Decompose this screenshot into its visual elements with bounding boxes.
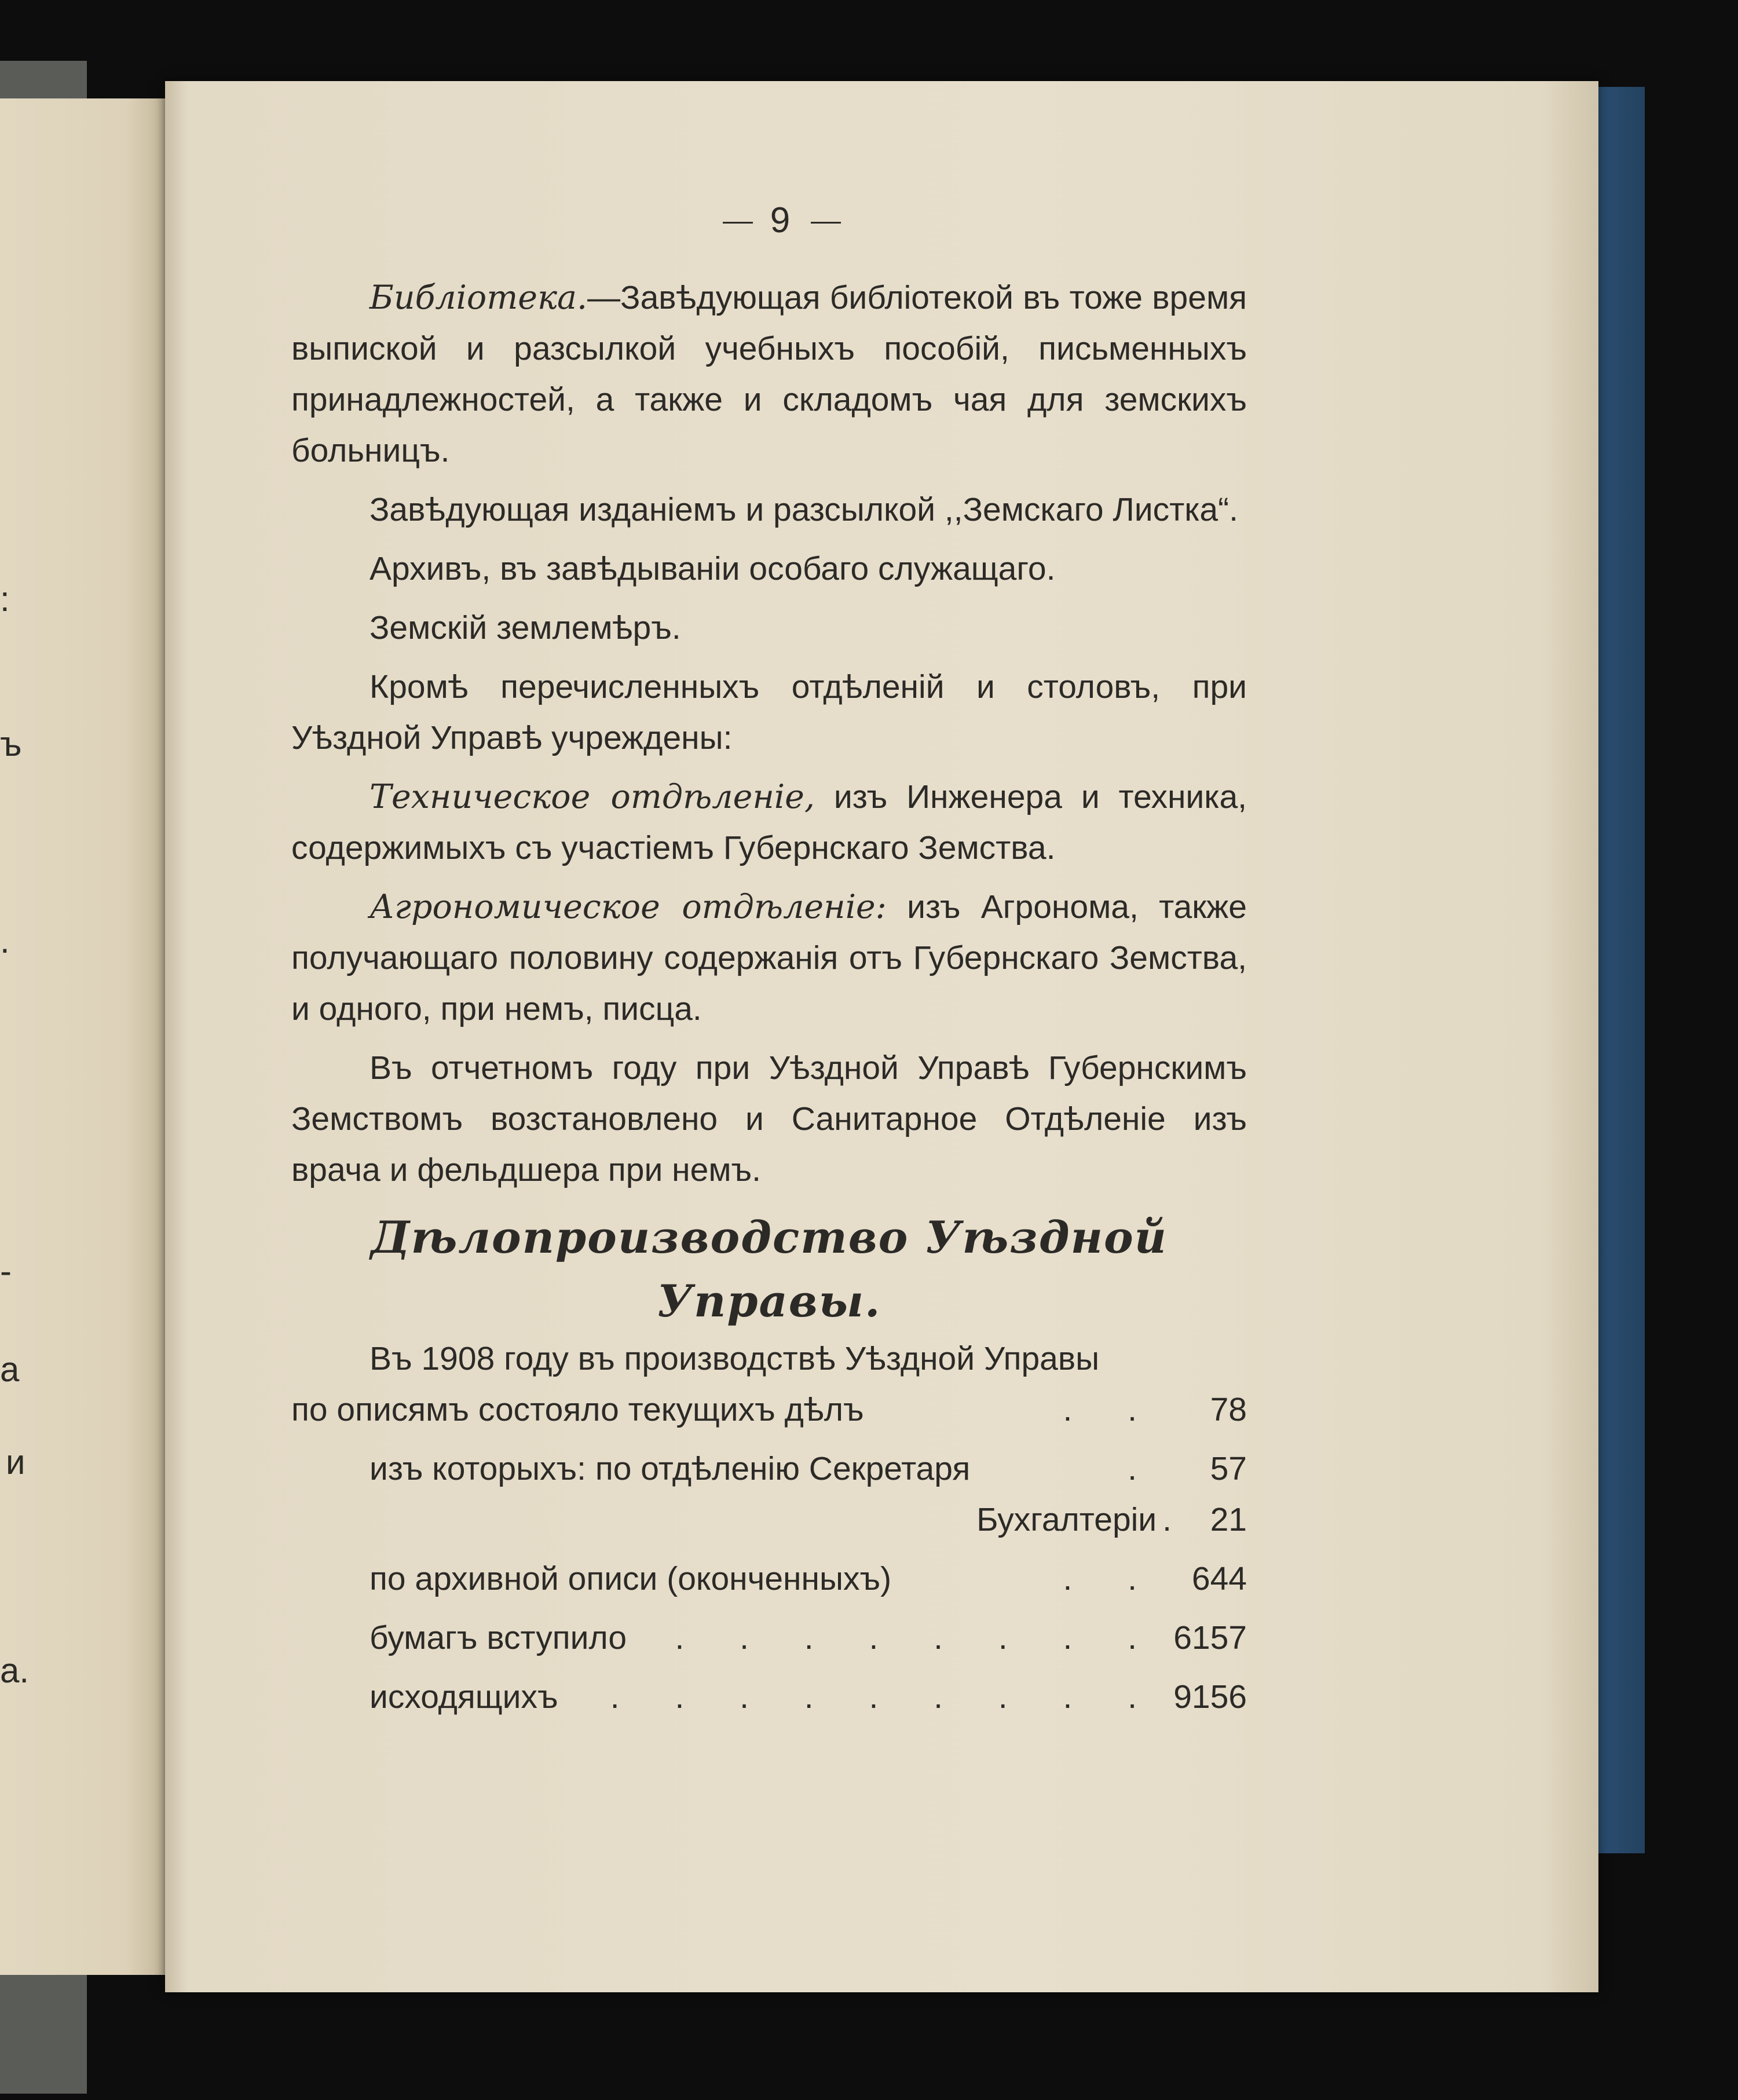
stats-row: Бухгалтеріи . 21 — [976, 1501, 1247, 1538]
stats-row: изъ которыхъ: по отдѣленію Секретаря . 57 — [369, 1450, 1247, 1487]
paragraph-agronomic: Агрономическое отдѣленіе: изъ Агронома, также получающаго половину содержанія отъ Губернскаго Земства, и одного, при немъ, писца. — [291, 888, 1247, 1027]
paragraph-sanitary: Въ отчетномъ году при Уѣздной Управѣ Губернскимъ Земствомъ возстановлено и Санитарное Отдѣленіе изъ врача и фельдшера при немъ. — [291, 1049, 1247, 1188]
left-page-edge — [0, 98, 181, 1975]
edge-char: ъ — [0, 725, 22, 763]
stats-row: по архивной описи (оконченныхъ) . . 644 — [369, 1560, 1247, 1597]
paragraph-archive: Архивъ, въ завѣдываніи особаго служащаго. — [369, 550, 1056, 587]
paragraph-zemsky-listok: Завѣдующая изданіемъ и разсылкой ,,Земскаго Листка“. — [369, 491, 1238, 528]
stats-intro: Въ 1908 году въ производствѣ Уѣздной Управы — [369, 1340, 1100, 1377]
paragraph-departments: Кромѣ перечисленныхъ отдѣленій и столовъ, при Уѣздной Управѣ учреждены: — [291, 668, 1247, 756]
edge-char: - — [0, 1252, 12, 1290]
edge-char: и — [6, 1443, 25, 1481]
paragraph-technical: Техническое отдѣленіе, изъ Инженера и техника, содержимыхъ съ участіемъ Губернскаго Земства. — [291, 778, 1247, 866]
stats-row: по описямъ состояло текущихъ дѣлъ . . 78 — [291, 1391, 1247, 1428]
edge-char: : — [0, 580, 10, 619]
edge-char: . — [0, 921, 10, 960]
paragraph-library: Библіотека.—Завѣдующая библіотекой въ тоже время выпиской и разсылкой учебныхъ пособій, письменныхъ принадлежностей, а также и складомъ чая для земскихъ больницъ. — [291, 279, 1247, 469]
page-body — [291, 272, 1247, 1722]
stats-row: бумагъ вступило . . . . . . . . 6157 — [369, 1619, 1247, 1656]
stats-row: исходящихъ . . . . . . . . . 9156 — [369, 1678, 1247, 1715]
page-number: 9 — [666, 200, 898, 241]
edge-char: a — [0, 1350, 20, 1389]
paragraph-surveyor: Земскій землемѣръ. — [369, 609, 681, 646]
edge-char: a. — [0, 1651, 30, 1690]
section-heading: Дѣлопроизводство Уѣздной Управы. — [371, 1212, 1168, 1327]
